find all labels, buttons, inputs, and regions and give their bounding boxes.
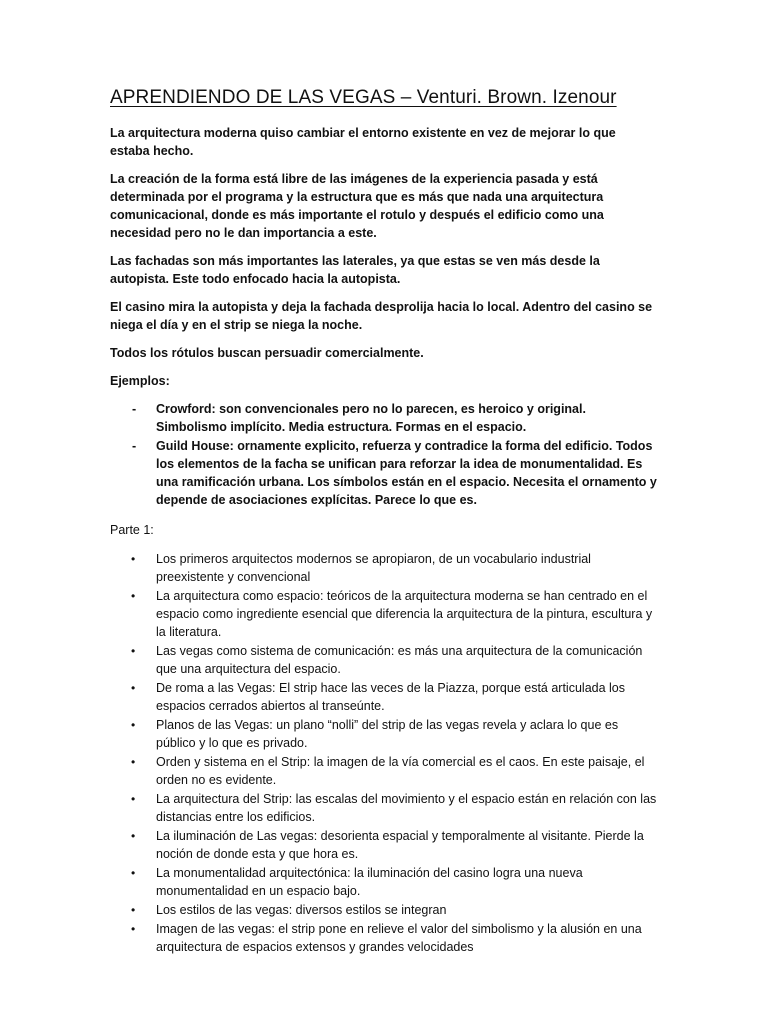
bullet-list — [110, 550, 658, 956]
list-item — [110, 827, 658, 863]
examples-list — [110, 400, 658, 509]
list-item — [110, 400, 658, 436]
bullet-text: La arquitectura como espacio: teóricos de la arquitectura moderna se han centrado en el espacio como ingrediente esencial que diferencia la arquitectura de la pintura, escultura y la literatura. — [156, 589, 653, 639]
document-page — [110, 86, 658, 957]
list-item — [110, 642, 658, 678]
list-item — [110, 437, 658, 509]
list-item — [110, 550, 658, 586]
bullet-text: La monumentalidad arquitectónica: la iluminación del casino logra una nueva monumentalidad en un espacio bajo. — [156, 866, 583, 898]
bullet-marker: • — [131, 718, 136, 732]
bullet-text: Planos de las Vegas: un plano “nolli” del strip de las vegas revela y aclara lo que es público y lo que es privado. — [156, 718, 619, 750]
bullet-marker: • — [131, 589, 136, 603]
example-text: Guild House: ornamente explicito, refuerza y contradice la forma del edificio. Todos los elementos de la facha se unifican para reforzar la idea de monumentalidad. Es una ramificación urbana. Los símbolos están en el espacio. Necesita el ornamento y depende de asociaciones explícitas. Parece lo que es. — [156, 439, 657, 507]
list-item — [110, 587, 658, 641]
dash-marker: - — [132, 402, 137, 416]
dash-marker: - — [132, 439, 137, 453]
list-item — [110, 790, 658, 826]
bullet-text: Los estilos de las vegas: diversos estilos se integran — [156, 903, 447, 917]
bullet-marker: • — [131, 681, 136, 695]
bullet-marker: • — [131, 792, 136, 806]
bullet-marker: • — [131, 903, 136, 917]
bullet-marker: • — [131, 922, 136, 936]
paragraph-casino: El casino mira la autopista y deja la fachada desprolija hacia lo local. Adentro del casino se niega el día y en el strip se niega la noche. — [110, 300, 653, 332]
paragraph-modern-architecture: La arquitectura moderna quiso cambiar el entorno existente en vez de mejorar lo que estaba hecho. — [110, 126, 616, 158]
example-text: Crowford: son convencionales pero no lo parecen, es heroico y original. Simbolismo implícito. Media estructura. Formas en el espacio. — [156, 402, 586, 434]
paragraph-facades: Las fachadas son más importantes las laterales, ya que estas se ven más desde la autopista. Este todo enfocado hacia la autopista. — [110, 254, 600, 286]
bullet-text: De roma a las Vegas: El strip hace las veces de la Piazza, porque está articulada los espacios cerrados abiertos al transeúnte. — [156, 681, 626, 713]
bullet-text: Imagen de las vegas: el strip pone en relieve el valor del simbolismo y la alusión en una arquitectura de espacios extensos y grandes velocidades — [156, 922, 642, 954]
list-item — [110, 679, 658, 715]
bullet-marker: • — [131, 829, 136, 843]
bullet-text: Las vegas como sistema de comunicación: es más una arquitectura de la comunicación que una arquitectura del espacio. — [156, 644, 643, 676]
list-item — [110, 920, 658, 956]
document-title: APRENDIENDO DE LAS VEGAS – Venturi. Brown. Izenour — [110, 87, 617, 108]
bullet-text: La iluminación de Las vegas: desorienta espacial y temporalmente al visitante. Pierde la noción de donde esta y que hora es. — [156, 829, 644, 861]
bullet-text: Los primeros arquitectos modernos se apropiaron, de un vocabulario industrial preexistente y convencional — [156, 552, 591, 584]
paragraph-signs: Todos los rótulos buscan persuadir comercialmente. — [110, 346, 424, 360]
list-item — [110, 864, 658, 900]
list-item — [110, 716, 658, 752]
list-item — [110, 901, 658, 919]
list-item — [110, 753, 658, 789]
examples-heading: Ejemplos: — [110, 374, 170, 388]
bullet-text: Orden y sistema en el Strip: la imagen de la vía comercial es el caos. En este paisaje, el orden no es evidente. — [156, 755, 645, 787]
bullet-text: La arquitectura del Strip: las escalas del movimiento y el espacio están en relación con las distancias entre los edificios. — [156, 792, 657, 824]
bullet-marker: • — [131, 552, 136, 566]
section-label: Parte 1: — [110, 523, 154, 537]
bullet-marker: • — [131, 644, 136, 658]
bullet-marker: • — [131, 866, 136, 880]
paragraph-form-creation: La creación de la forma está libre de las imágenes de la experiencia pasada y está determinada por el programa y la estructura que es más que nada una arquitectura comunicacional, donde es más importante el rotulo y después el edificio como una necesidad pero no le dan importancia a este. — [110, 172, 604, 240]
bullet-marker: • — [131, 755, 136, 769]
